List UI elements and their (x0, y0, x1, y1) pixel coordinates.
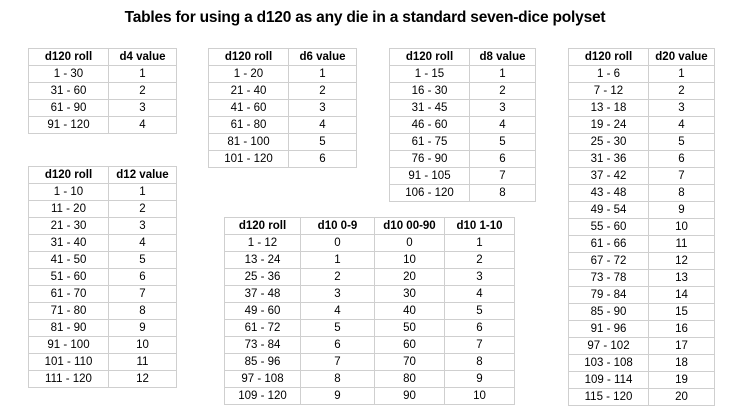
die-value-cell: 5 (445, 303, 515, 320)
roll-range-cell: 101 - 110 (29, 354, 109, 371)
roll-range-cell: 103 - 108 (569, 355, 649, 372)
roll-range-cell: 109 - 114 (569, 372, 649, 389)
die-value-cell: 20 (649, 389, 715, 406)
die-value-cell: 5 (470, 134, 536, 151)
die-value-cell: 6 (109, 269, 177, 286)
table-row (29, 354, 177, 371)
roll-range-cell: 19 - 24 (569, 117, 649, 134)
table-d10 (224, 217, 515, 405)
roll-range-cell: 81 - 90 (29, 320, 109, 337)
roll-range-cell: 1 - 6 (569, 66, 649, 83)
table-row (569, 253, 715, 270)
table-row (29, 269, 177, 286)
die-value-cell: 13 (649, 270, 715, 287)
die-value-cell: 3 (649, 100, 715, 117)
die-value-cell: 4 (109, 117, 177, 134)
table-row (225, 371, 515, 388)
table-row (569, 66, 715, 83)
die-value-cell: 10 (649, 219, 715, 236)
die-value-cell: 8 (109, 303, 177, 320)
die-value-cell: 2 (301, 269, 375, 286)
table-d4 (28, 48, 177, 134)
die-value-cell: 3 (470, 100, 536, 117)
table-row (225, 320, 515, 337)
column-header: d20 value (649, 49, 715, 66)
roll-range-cell: 91 - 96 (569, 321, 649, 338)
die-value-cell: 9 (445, 371, 515, 388)
roll-range-cell: 67 - 72 (569, 253, 649, 270)
table-row (390, 66, 536, 83)
table-row (209, 66, 357, 83)
roll-range-cell: 37 - 42 (569, 168, 649, 185)
table-d8 (389, 48, 536, 202)
table-row (29, 286, 177, 303)
die-value-cell: 6 (289, 151, 357, 168)
die-value-cell: 2 (109, 201, 177, 218)
table-row (390, 100, 536, 117)
table-row (29, 83, 177, 100)
table-row (569, 83, 715, 100)
column-header: d10 00-90 (375, 218, 445, 235)
table-row (29, 303, 177, 320)
roll-range-cell: 55 - 60 (569, 219, 649, 236)
table-row (390, 168, 536, 185)
table-row (569, 287, 715, 304)
roll-range-cell: 91 - 120 (29, 117, 109, 134)
die-value-cell: 80 (375, 371, 445, 388)
roll-range-cell: 7 - 12 (569, 83, 649, 100)
column-header: d120 roll (390, 49, 470, 66)
table-row (569, 355, 715, 372)
die-value-cell: 6 (649, 151, 715, 168)
die-value-cell: 7 (109, 286, 177, 303)
roll-range-cell: 91 - 100 (29, 337, 109, 354)
die-value-cell: 3 (289, 100, 357, 117)
die-value-cell: 15 (649, 304, 715, 321)
table-row (569, 389, 715, 406)
die-value-cell: 4 (649, 117, 715, 134)
page-title: Tables for using a d120 as any die in a standard seven-dice polyset (124, 9, 606, 26)
die-value-cell: 8 (649, 185, 715, 202)
column-header: d4 value (109, 49, 177, 66)
roll-range-cell: 97 - 108 (225, 371, 301, 388)
die-value-cell: 4 (445, 286, 515, 303)
die-value-cell: 12 (109, 371, 177, 388)
die-value-cell: 4 (470, 117, 536, 134)
die-value-cell: 1 (109, 184, 177, 201)
roll-range-cell: 109 - 120 (225, 388, 301, 405)
table-row (569, 270, 715, 287)
die-value-cell: 5 (109, 252, 177, 269)
die-value-cell: 4 (109, 235, 177, 252)
header-row (29, 49, 177, 66)
roll-range-cell: 41 - 50 (29, 252, 109, 269)
roll-range-cell: 1 - 20 (209, 66, 289, 83)
die-value-cell: 3 (109, 218, 177, 235)
die-value-cell: 12 (649, 253, 715, 270)
table-row (209, 151, 357, 168)
table-row (569, 338, 715, 355)
table-row (29, 337, 177, 354)
table-row (569, 321, 715, 338)
roll-range-cell: 61 - 75 (390, 134, 470, 151)
die-value-cell: 3 (445, 269, 515, 286)
table-row (569, 168, 715, 185)
roll-range-cell: 43 - 48 (569, 185, 649, 202)
table-row (569, 219, 715, 236)
die-value-cell: 2 (289, 83, 357, 100)
die-value-cell: 2 (109, 83, 177, 100)
roll-range-cell: 13 - 18 (569, 100, 649, 117)
header-row (390, 49, 536, 66)
die-value-cell: 70 (375, 354, 445, 371)
table-row (390, 117, 536, 134)
table-row (29, 218, 177, 235)
table-row (29, 184, 177, 201)
die-value-cell: 8 (470, 185, 536, 202)
die-value-cell: 0 (301, 235, 375, 252)
table-row (209, 100, 357, 117)
table-row (29, 371, 177, 388)
die-value-cell: 60 (375, 337, 445, 354)
header-row (29, 167, 177, 184)
table-row (29, 320, 177, 337)
table-row (390, 151, 536, 168)
die-value-cell: 10 (109, 337, 177, 354)
table-row (29, 66, 177, 83)
die-value-cell: 1 (289, 66, 357, 83)
table-row (569, 185, 715, 202)
die-value-cell: 8 (445, 354, 515, 371)
table-row (209, 134, 357, 151)
roll-range-cell: 61 - 90 (29, 100, 109, 117)
die-value-cell: 14 (649, 287, 715, 304)
table-row (29, 117, 177, 134)
column-header: d120 roll (29, 167, 109, 184)
table-row (569, 134, 715, 151)
table-row (569, 151, 715, 168)
roll-range-cell: 61 - 70 (29, 286, 109, 303)
table-row (569, 304, 715, 321)
die-value-cell: 4 (289, 117, 357, 134)
die-value-cell: 7 (470, 168, 536, 185)
die-value-cell: 7 (649, 168, 715, 185)
roll-range-cell: 61 - 80 (209, 117, 289, 134)
roll-range-cell: 85 - 96 (225, 354, 301, 371)
die-value-cell: 5 (649, 134, 715, 151)
roll-range-cell: 61 - 72 (225, 320, 301, 337)
column-header: d6 value (289, 49, 357, 66)
table-d12 (28, 166, 177, 388)
die-value-cell: 30 (375, 286, 445, 303)
table-row (569, 100, 715, 117)
roll-range-cell: 91 - 105 (390, 168, 470, 185)
roll-range-cell: 49 - 60 (225, 303, 301, 320)
column-header: d8 value (470, 49, 536, 66)
column-header: d120 roll (569, 49, 649, 66)
roll-range-cell: 1 - 10 (29, 184, 109, 201)
header-row (569, 49, 715, 66)
die-value-cell: 1 (109, 66, 177, 83)
roll-range-cell: 21 - 40 (209, 83, 289, 100)
die-value-cell: 7 (445, 337, 515, 354)
roll-range-cell: 51 - 60 (29, 269, 109, 286)
roll-range-cell: 101 - 120 (209, 151, 289, 168)
roll-range-cell: 76 - 90 (390, 151, 470, 168)
die-value-cell: 9 (649, 202, 715, 219)
roll-range-cell: 85 - 90 (569, 304, 649, 321)
table-row (390, 83, 536, 100)
die-value-cell: 9 (109, 320, 177, 337)
header-row (209, 49, 357, 66)
die-value-cell: 9 (301, 388, 375, 405)
table-row (225, 269, 515, 286)
roll-range-cell: 31 - 45 (390, 100, 470, 117)
roll-range-cell: 1 - 12 (225, 235, 301, 252)
header-row (225, 218, 515, 235)
die-value-cell: 18 (649, 355, 715, 372)
die-value-cell: 50 (375, 320, 445, 337)
table-row (569, 202, 715, 219)
roll-range-cell: 111 - 120 (29, 371, 109, 388)
table-row (29, 100, 177, 117)
column-header: d120 roll (225, 218, 301, 235)
die-value-cell: 1 (445, 235, 515, 252)
roll-range-cell: 31 - 40 (29, 235, 109, 252)
die-value-cell: 5 (301, 320, 375, 337)
die-value-cell: 2 (470, 83, 536, 100)
table-row (29, 235, 177, 252)
die-value-cell: 17 (649, 338, 715, 355)
die-value-cell: 3 (301, 286, 375, 303)
table-row (225, 388, 515, 405)
roll-range-cell: 73 - 78 (569, 270, 649, 287)
table-row (390, 134, 536, 151)
die-value-cell: 8 (301, 371, 375, 388)
die-value-cell: 3 (109, 100, 177, 117)
table-row (225, 252, 515, 269)
die-value-cell: 11 (109, 354, 177, 371)
die-value-cell: 40 (375, 303, 445, 320)
roll-range-cell: 31 - 36 (569, 151, 649, 168)
table-row (569, 236, 715, 253)
roll-range-cell: 115 - 120 (569, 389, 649, 406)
table-row (225, 303, 515, 320)
roll-range-cell: 71 - 80 (29, 303, 109, 320)
die-value-cell: 20 (375, 269, 445, 286)
column-header: d120 roll (29, 49, 109, 66)
roll-range-cell: 1 - 30 (29, 66, 109, 83)
die-value-cell: 16 (649, 321, 715, 338)
roll-range-cell: 61 - 66 (569, 236, 649, 253)
die-value-cell: 5 (289, 134, 357, 151)
die-value-cell: 6 (301, 337, 375, 354)
die-value-cell: 0 (375, 235, 445, 252)
roll-range-cell: 13 - 24 (225, 252, 301, 269)
die-value-cell: 2 (649, 83, 715, 100)
die-value-cell: 6 (470, 151, 536, 168)
die-value-cell: 10 (445, 388, 515, 405)
roll-range-cell: 81 - 100 (209, 134, 289, 151)
roll-range-cell: 41 - 60 (209, 100, 289, 117)
die-value-cell: 10 (375, 252, 445, 269)
die-value-cell: 1 (649, 66, 715, 83)
roll-range-cell: 25 - 36 (225, 269, 301, 286)
table-row (390, 185, 536, 202)
die-value-cell: 1 (470, 66, 536, 83)
roll-range-cell: 11 - 20 (29, 201, 109, 218)
roll-range-cell: 73 - 84 (225, 337, 301, 354)
column-header: d12 value (109, 167, 177, 184)
table-row (569, 372, 715, 389)
roll-range-cell: 46 - 60 (390, 117, 470, 134)
table-row (29, 201, 177, 218)
die-value-cell: 4 (301, 303, 375, 320)
column-header: d10 1-10 (445, 218, 515, 235)
die-value-cell: 19 (649, 372, 715, 389)
column-header: d120 roll (209, 49, 289, 66)
roll-range-cell: 31 - 60 (29, 83, 109, 100)
die-value-cell: 2 (445, 252, 515, 269)
table-d6 (208, 48, 357, 168)
roll-range-cell: 16 - 30 (390, 83, 470, 100)
die-value-cell: 11 (649, 236, 715, 253)
table-row (225, 354, 515, 371)
die-value-cell: 1 (301, 252, 375, 269)
table-row (225, 337, 515, 354)
roll-range-cell: 37 - 48 (225, 286, 301, 303)
roll-range-cell: 49 - 54 (569, 202, 649, 219)
table-row (209, 83, 357, 100)
roll-range-cell: 97 - 102 (569, 338, 649, 355)
die-value-cell: 90 (375, 388, 445, 405)
roll-range-cell: 21 - 30 (29, 218, 109, 235)
roll-range-cell: 106 - 120 (390, 185, 470, 202)
column-header: d10 0-9 (301, 218, 375, 235)
die-value-cell: 7 (301, 354, 375, 371)
roll-range-cell: 79 - 84 (569, 287, 649, 304)
table-row (225, 235, 515, 252)
table-row (225, 286, 515, 303)
roll-range-cell: 1 - 15 (390, 66, 470, 83)
table-d20 (568, 48, 715, 406)
die-value-cell: 6 (445, 320, 515, 337)
table-row (29, 252, 177, 269)
roll-range-cell: 25 - 30 (569, 134, 649, 151)
table-row (569, 117, 715, 134)
table-row (209, 117, 357, 134)
